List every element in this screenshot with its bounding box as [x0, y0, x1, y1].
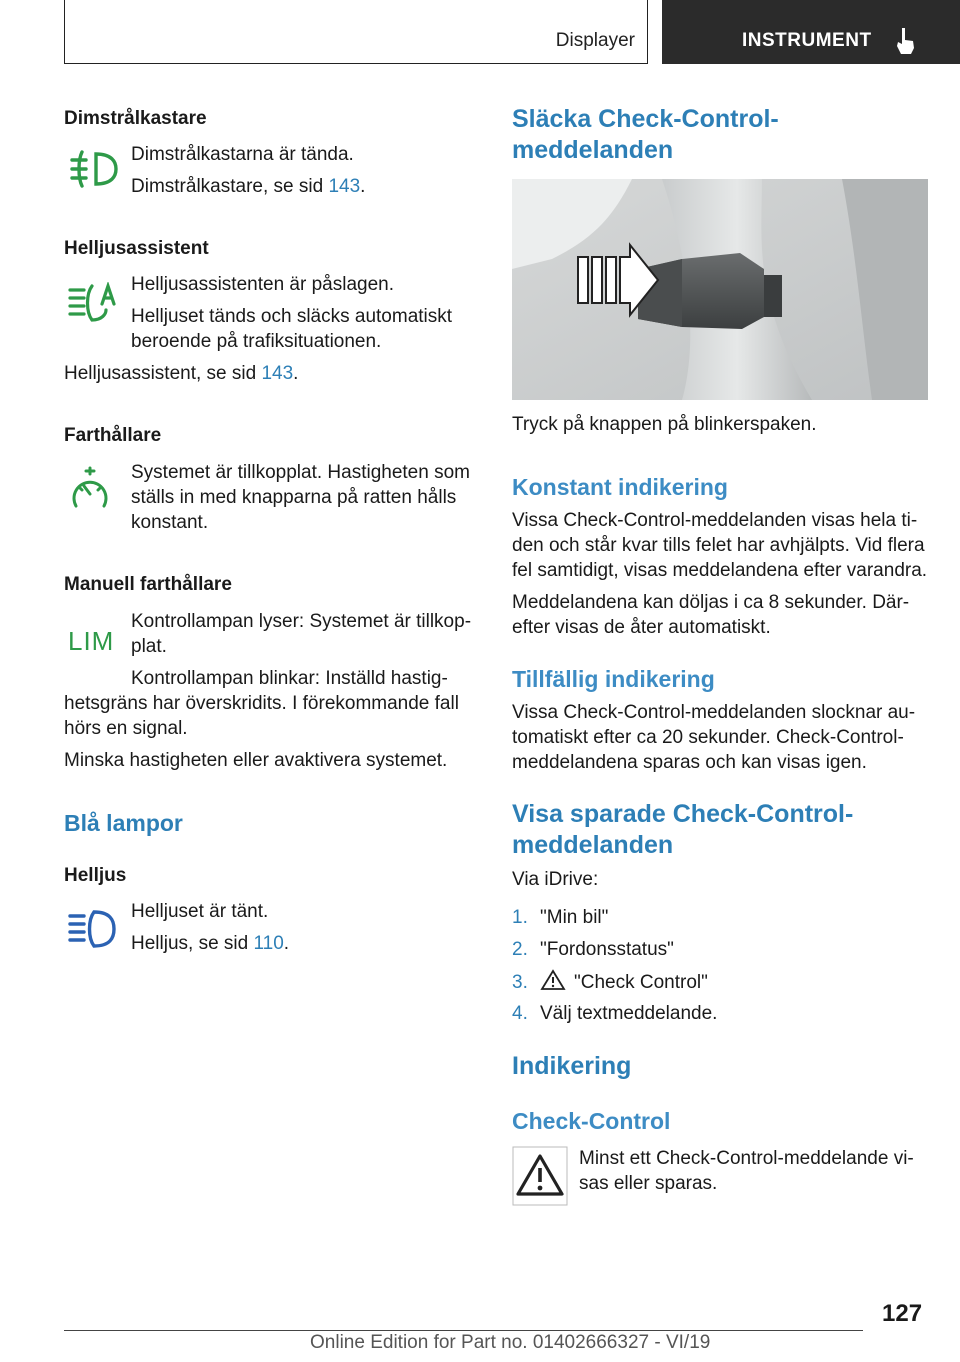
konst-line5: efter visas de åter automatiskt.	[512, 617, 771, 638]
cruise-line3: konstant.	[131, 512, 209, 533]
indication-heading: Indikering	[512, 1052, 632, 1080]
lim-icon: LIM	[68, 626, 115, 656]
high-beam-assistant-icon	[66, 282, 120, 324]
cruise-line2: ställs in med knapparna på ratten hålls	[131, 487, 457, 508]
check-control-heading: Check-Control	[512, 1108, 671, 1134]
pointing-hand-icon	[894, 26, 916, 56]
list-item: 1. "Min bil"	[512, 907, 609, 928]
hba-line2a: Helljuset tänds och släcks automatiskt	[131, 306, 453, 327]
lim-line3: Kontrollampan blinkar: Inställd hastig-	[131, 668, 448, 689]
temp-line3: meddelandena sparas och kan visas igen.	[512, 752, 867, 773]
hba-line2b: beroende på trafiksituationen.	[131, 331, 382, 352]
high-beam-icon	[66, 908, 118, 950]
list-item: 4. Välj textmeddelande.	[512, 1003, 718, 1024]
temp-line2: tomatiskt efter ca 20 sekunder. Check-Control-	[512, 727, 904, 748]
cc-line1: Minst ett Check-Control-meddelande vi-	[579, 1148, 914, 1169]
hb-line1: Helljuset är tänt.	[131, 901, 269, 922]
hba-line3: Helljusassistent, se sid 143.	[64, 363, 299, 384]
list-item: 3. "Check Control"	[512, 969, 708, 995]
header-chapter-label: INSTRUMENT	[742, 30, 872, 51]
photo-caption: Tryck på knappen på blinkerspaken.	[512, 414, 817, 435]
lim-heading: Manuell farthållare	[64, 574, 232, 595]
hba-page-link[interactable]: 143	[261, 363, 294, 384]
list-item: 2. "Fordonsstatus"	[512, 939, 674, 960]
warning-triangle-icon	[540, 969, 566, 991]
konst-line4: Meddelandena kan döljas i ca 8 sekunder. Där-	[512, 592, 910, 613]
turn-signal-lever-photo	[512, 179, 928, 400]
cruise-line1: Systemet är tillkopplat. Hastigheten som	[131, 462, 470, 483]
lim-line2: plat.	[131, 636, 167, 657]
page-number: 127	[882, 1300, 923, 1327]
temp-line1: Vissa Check-Control-meddelanden slocknar au-	[512, 702, 916, 723]
header-section-label: Displayer	[555, 30, 635, 51]
lim-line1: Kontrollampan lyser: Systemet är tillkop-	[131, 611, 472, 632]
section-title-line2: meddelanden	[512, 136, 674, 164]
cruise-control-icon	[70, 466, 110, 514]
cc-line2: sas eller sparas.	[579, 1173, 718, 1194]
saved-title-line1: Visa sparade Check-Control-	[512, 800, 854, 828]
hba-heading: Helljusassistent	[64, 238, 209, 259]
constant-indication-heading: Konstant indikering	[512, 474, 728, 500]
konst-line1: Vissa Check-Control-meddelanden visas hela ti-	[512, 510, 918, 531]
lim-line4: hetsgräns har överskridits. I förekommande fall	[64, 693, 459, 714]
header-chapter-tab	[662, 0, 960, 64]
konst-line3: fel samtidigt, visas meddelandena efter varandra.	[512, 560, 928, 581]
header-section-tab	[64, 0, 648, 64]
dim-page-link[interactable]: 143	[328, 176, 361, 197]
via-idrive: Via iDrive:	[512, 869, 599, 890]
temporary-indication-heading: Tillfällig indikering	[512, 666, 715, 692]
dim-line2: Dimstrålkastare, se sid 143.	[131, 176, 366, 197]
section-title-line1: Släcka Check-Control-	[512, 105, 779, 133]
blue-lamps-heading: Blå lampor	[64, 810, 183, 836]
dim-line1: Dimstrålkastarna är tända.	[131, 144, 354, 165]
check-control-warning-icon	[512, 1146, 568, 1206]
lim-line6: Minska hastigheten eller avaktivera systemet.	[64, 750, 448, 771]
hba-line1: Helljusassistenten är påslagen.	[131, 274, 394, 295]
fog-light-icon	[68, 148, 120, 190]
dim-heading: Dimstrålkastare	[64, 108, 207, 129]
footer-divider	[64, 1330, 863, 1331]
saved-title-line2: meddelanden	[512, 831, 674, 859]
cruise-heading: Farthållare	[64, 425, 162, 446]
konst-line2: den och står kvar tills felet har avhjälpts. Vid flera	[512, 535, 925, 556]
hb-page-link[interactable]: 110	[253, 933, 284, 954]
high-beam-heading: Helljus	[64, 865, 127, 886]
lim-line5: hörs en signal.	[64, 718, 188, 739]
footer-edition: Online Edition for Part no. 01402666327 - VI/19	[310, 1332, 711, 1353]
hb-line2: Helljus, se sid 110.	[131, 933, 290, 954]
